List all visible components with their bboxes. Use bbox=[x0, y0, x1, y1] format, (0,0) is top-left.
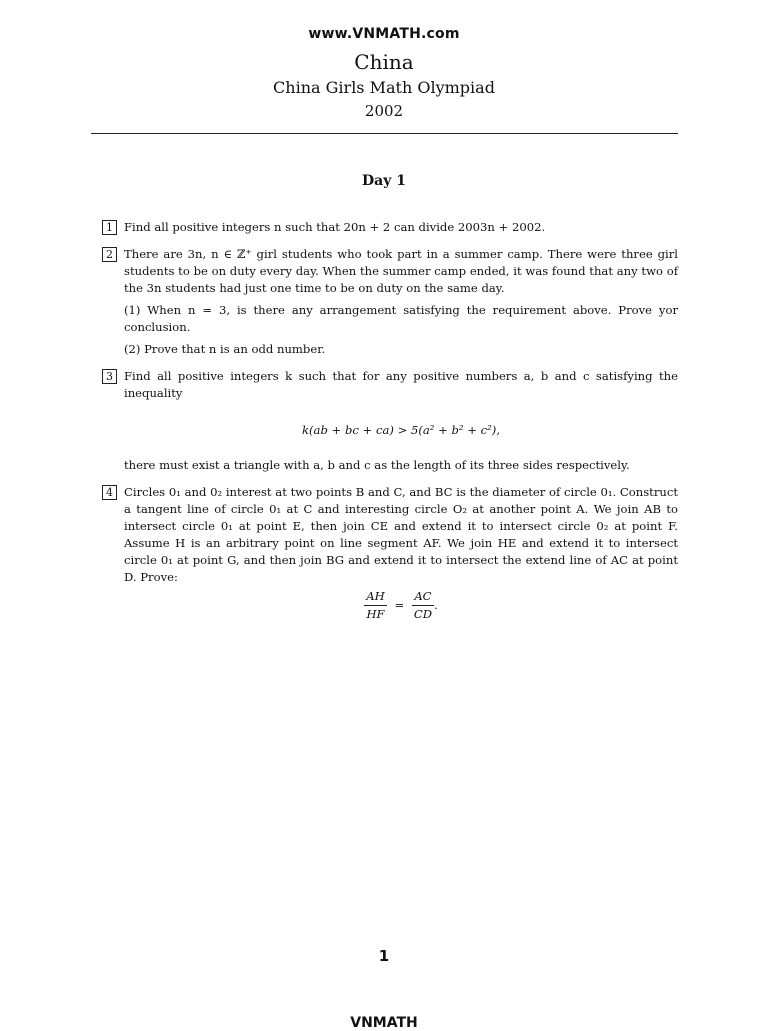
display-inequality: k(ab + bc + ca) > 5(a² + b² + c²), bbox=[301, 423, 501, 437]
problem-text: Circles 0₁ and 0₂ interest at two points B and C, and BC is the diameter of circle 0₁. Construct a tangent line of circle 0₁ at C and interesting circle O₂ at another point A. We join AB to intersect circle 0₁ at point E, then join CE and extend it to intersect circle 0₂ at point F. Assume H is an arbitrary point on line segment AF. We join HE and extend it to intersect circle 0₁ at point G, and then join BG and extend it to intersect the extend line of AC at point D. Prove: bbox=[124, 485, 678, 584]
problem-2 bbox=[102, 246, 678, 358]
problem-list bbox=[102, 219, 678, 633]
fraction-numerator: AH bbox=[364, 588, 386, 606]
problem-text: Find all positive integers k such that for any positive numbers a, b and c satisfying the inequality bbox=[124, 369, 678, 400]
page-number: 1 bbox=[378, 947, 390, 965]
fraction-numerator: AC bbox=[412, 588, 434, 606]
problem-number-box: 2 bbox=[102, 247, 117, 262]
equation-period: . bbox=[434, 598, 438, 612]
problem-number-box: 3 bbox=[102, 369, 117, 384]
fraction-denominator: HF bbox=[366, 607, 385, 621]
problem-number-box: 1 bbox=[102, 220, 117, 235]
problem-1 bbox=[102, 219, 678, 236]
problem-text: There are 3n, n ∈ ℤ⁺ girl students who took part in a summer camp. There were three girl students to be on duty every day. When the summer camp ended, it was found that any two of the 3n students had just one time to be on duty on the same day. bbox=[124, 247, 678, 295]
problem-conclusion: there must exist a triangle with a, b and c as the length of its three sides respectively. bbox=[124, 458, 630, 472]
fraction-right bbox=[412, 588, 434, 623]
competition-year: 2002 bbox=[364, 102, 404, 120]
competition-title: China Girls Math Olympiad bbox=[273, 78, 495, 97]
fraction-denominator: CD bbox=[413, 607, 433, 621]
problem-part-2: (2) Prove that n is an odd number. bbox=[124, 342, 326, 356]
problem-number-box: 4 bbox=[102, 485, 117, 500]
problem-text: Find all positive integers n such that 20n + 2 can divide 2003n + 2002. bbox=[124, 220, 546, 234]
footer-site-fragment: VNMATH bbox=[350, 1015, 418, 1031]
header-divider bbox=[91, 133, 678, 134]
problem-part-1: (1) When n = 3, is there any arrangement satisfying the requirement above. Prove yor conclusion. bbox=[124, 303, 678, 334]
equals-sign: = bbox=[394, 598, 405, 612]
site-url: www.VNMATH.com bbox=[308, 26, 460, 42]
document-country: China bbox=[354, 50, 414, 74]
display-equation bbox=[124, 588, 678, 623]
fraction-left bbox=[364, 588, 386, 623]
problem-4 bbox=[102, 484, 678, 623]
problem-3 bbox=[102, 368, 678, 474]
day-heading: Day 1 bbox=[362, 173, 406, 189]
